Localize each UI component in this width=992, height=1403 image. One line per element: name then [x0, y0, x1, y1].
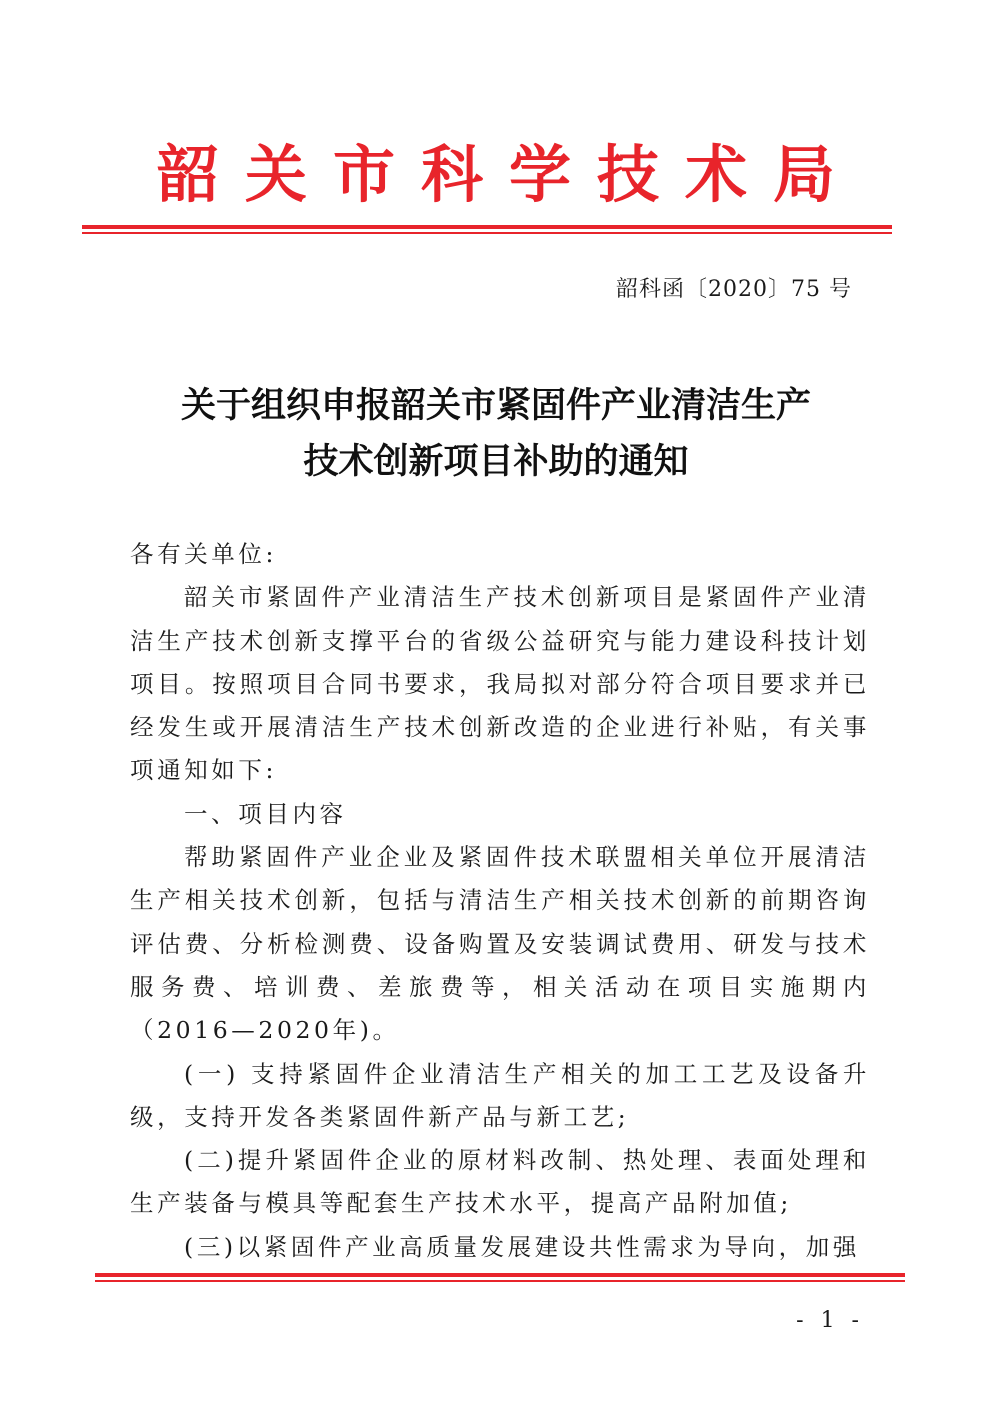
- page-number: - 1 -: [796, 1308, 864, 1333]
- salutation: 各有关单位:: [130, 540, 278, 568]
- footer-red-rule-thin: [95, 1280, 905, 1282]
- paragraph-intro: 韶关市紧固件产业清洁生产技术创新项目是紧固件产业清洁生产技术创新支撑平台的省级公益研究与能力建设科技计划项目。按照项目合同书要求，我局拟对部分符合项目要求并已经发生或开展清洁生产技术创新改造的企业进行补贴，有关事项通知如下:: [130, 583, 870, 785]
- footer-red-rule: [95, 1273, 905, 1277]
- paragraph-item-1: (一) 支持紧固件企业清洁生产相关的加工工艺及设备升级，支持开发各类紧固件新产品与新工艺;: [130, 1059, 870, 1131]
- header-red-rule: [82, 225, 892, 229]
- paragraph-item-2: (二)提升紧固件企业的原材料改制、热处理、表面处理和生产装备与模具等配套生产技术水平，提高产品附加值;: [130, 1146, 870, 1218]
- paragraph-item-3: (三)以紧固件产业高质量发展建设共性需求为导向，加强: [184, 1232, 860, 1261]
- document-number: 韶科函〔2020〕75 号: [616, 277, 852, 302]
- paragraph-project-content: 帮助紧固件产业企业及紧固件技术联盟相关单位开展清洁生产相关技术创新，包括与清洁生产相关技术创新的前期咨询评估费、分析检测费、设备购置及安装调试费用、研发与技术服务费、培训费、差旅费等，相关活动在项目实施期内（2016—2020年)。: [130, 843, 870, 1045]
- notice-body: [130, 533, 870, 1269]
- issuing-authority-header: 韶关市科学技术局: [156, 138, 861, 211]
- section-heading: 一、项目内容: [184, 799, 347, 828]
- header-red-rule-thin: [82, 232, 892, 234]
- notice-title-line-1: 关于组织申报韶关市紧固件产业清洁生产: [180, 385, 811, 426]
- notice-title-line-2: 技术创新项目补助的通知: [303, 441, 689, 482]
